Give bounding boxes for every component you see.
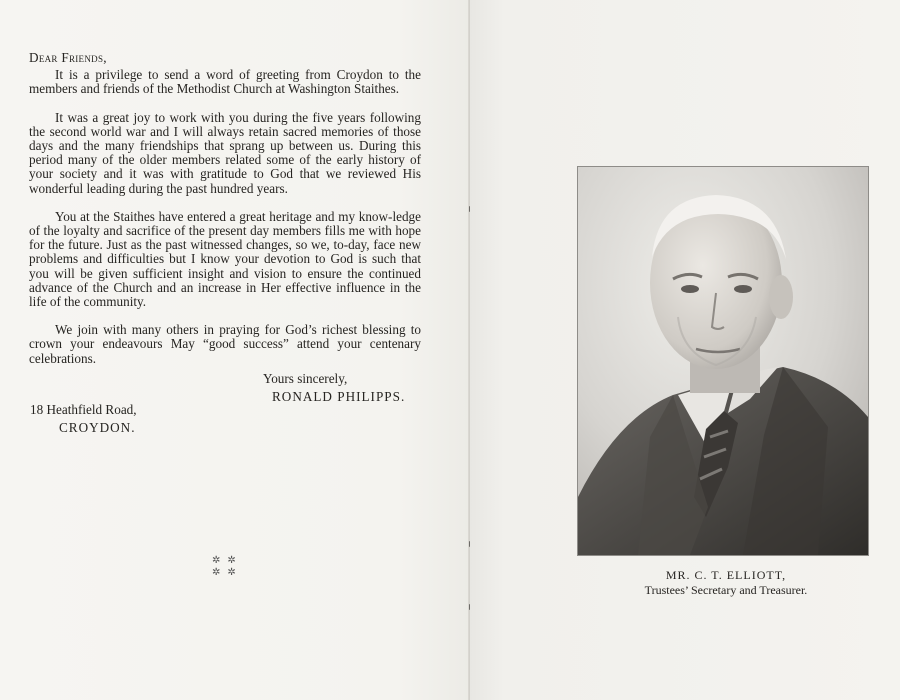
letter-paragraph-4: We join with many others in praying for God’s richest blessing to crown your endeavours May “good success” attend your centenary celebrations.	[29, 322, 421, 366]
letter-paragraph-1: It is a privilege to send a word of greeting from Croydon to the members and friends of the Methodist Church at Washington Staithes.	[29, 67, 421, 97]
letter-paragraph-3: You at the Staithes have entered a great heritage and my know-ledge of the loyalty and sacrifice of the present day members fills me with hope for the future. Just as the past witnessed changes, so we, to-day, face new problems and difficulties but I know your devotion to God is such that you will be given sufficient insight and vision to ensure the continued advance of the Church and an increase in Her effective influence in the life of the community.	[29, 208, 421, 310]
signer-name: RONALD PHILIPPS.	[272, 389, 406, 404]
portrait-photo	[577, 166, 869, 556]
letter-paragraph-2: It was a great joy to work with you during the five years following the second world war and I will always retain sacred memories of those days and the many friendships that sprang up between us. During this period many of the older members related some of the early history of your society and it was with gratitude to God that we reviewed His wonderful leading during the past hundred years.	[29, 109, 421, 196]
letter-body	[29, 51, 421, 380]
sender-address	[30, 401, 137, 437]
asterism-ornament-icon: ✲✲ ✲✲	[212, 555, 243, 578]
caption-role: Trustees’ Secretary and Treasurer.	[644, 583, 808, 597]
photo-caption	[600, 568, 852, 598]
closing-phrase: Yours sincerely,	[263, 371, 348, 386]
caption-name: MR. C. T. ELLIOTT,	[665, 568, 787, 582]
portrait-illustration	[578, 167, 868, 555]
letter-closing	[263, 371, 405, 405]
address-street: 18 Heathfield Road,	[30, 402, 137, 417]
address-town: CROYDON.	[59, 420, 136, 435]
letter-salutation: Dear Friends,	[29, 50, 107, 65]
